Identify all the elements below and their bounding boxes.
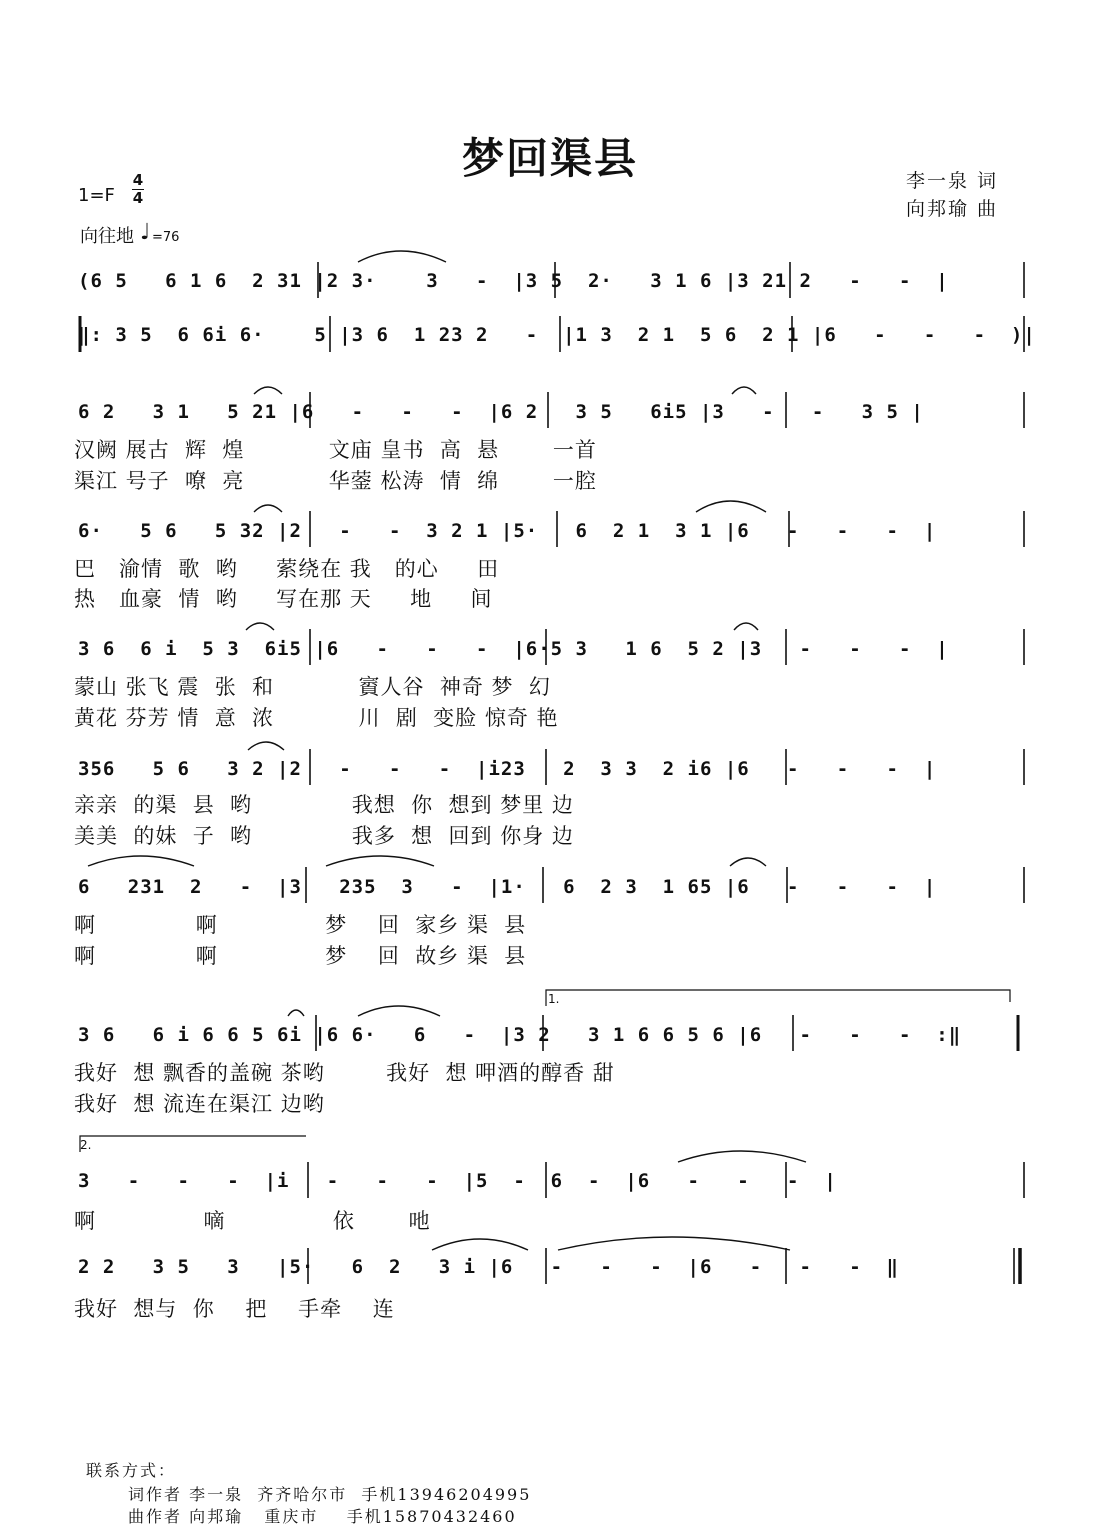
notation-line-6: 356 5 6 3 2 |2 - - - |i23 2 3 3 2 i6 |6 - - - | [78,758,937,780]
key-signature: 1=F [78,185,115,206]
lyric-line-8a: 我好 想 飘香的盖碗 茶哟 我好 想 呷酒的醇香 甜 [74,1061,615,1085]
lyric-line-7b: 啊 啊 梦 回 故乡 渠 县 [74,944,527,968]
time-signature-top: 4 [132,171,144,189]
lyric-line-5b: 黄花 芬芳 情 意 浓 川 剧 变脸 惊奇 艳 [74,706,559,730]
lyric-line-10a: 我好 想与 你 把 手牵 连 [74,1297,395,1321]
bar-lines [80,262,1024,1284]
volta-brackets [80,990,1010,1152]
slurs [88,251,806,1250]
lyric-line-5a: 蒙山 张飞 震 张 和 賨人谷 神奇 梦 幻 [74,675,551,699]
page-title: 梦回渠县 [461,134,638,183]
notation-line-2: ‖: 3 5 6 6i 6· 5 |3 6 1 23 2 - |1 3 2 1 5 6 2 1 |6 - - - )| [78,324,1036,346]
lyric-line-3b: 渠江 号子 嘹 亮 华蓥 松涛 情 绵 一腔 [74,469,597,493]
lyric-line-9a: 啊 嘀 依 吔 [74,1209,431,1233]
lyric-line-6b: 美美 的妹 子 哟 我多 想 回到 你身 边 [74,824,574,848]
contact-line-composer: 曲作者 向邦瑜 重庆市 手机15870432460 [128,1507,517,1526]
volta-second-label: 2. [80,1138,92,1152]
lyric-line-6a: 亲亲 的渠 县 哟 我想 你 想到 梦里 边 [74,793,574,817]
quarter-note-icon: ♩ [140,220,151,245]
lyricist-credit: 李一泉 词 [906,170,999,192]
notation-line-4: 6· 5 6 5 32 |2 - - 3 2 1 |5· 6 2 1 3 1 |6 - - - | [78,520,937,542]
expression-mark: 向往地 [80,226,134,247]
lyric-line-3a: 汉阙 展古 辉 煌 文庙 皇书 高 悬 一首 [74,438,597,462]
notation-line-3: 6 2 3 1 5 21 |6 - - - |6 2 3 5 6i5 |3 - - 3 5 | [78,401,924,423]
notation-line-7: 6 231 2 - |3 235 3 - |1· 6 2 3 1 65 |6 - - - | [78,876,937,898]
contact-line-lyricist: 词作者 李一泉 齐齐哈尔市 手机13946204995 [128,1485,532,1504]
notation-line-8: 3 6 6 i 6 6 5 6i |6 6· 6 - |3 2 3 1 6 6 5 6 |6 - - - :‖ [78,1024,962,1046]
volta-first-label: 1. [548,992,560,1006]
lyric-line-4a: 巴 渝情 歌 哟 萦绕在 我 的心 田 [74,557,500,581]
lyric-line-4b: 热 血豪 情 哟 写在那 天 地 间 [74,587,493,611]
notation-line-1: (6 5 6 1 6 2 31 |2 3· 3 - |3 5 2· 3 1 6 |3 21 2 - - | [78,270,949,292]
notation-line-5: 3 6 6 i 5 3 6i5 |6 - - - |6·5 3 1 6 5 2 |3 - - - | [78,638,949,660]
contact-heading: 联系方式： [86,1461,177,1480]
notation-line-9: 3 - - - |i - - - |5 - 6 - |6 - - - | [78,1170,837,1192]
notation-line-10: 2 2 3 5 3 |5· 6 2 3 i |6 - - - |6 - - - ‖ [78,1256,899,1278]
time-signature-bottom: 4 [132,189,144,207]
tempo-value: =76 [152,230,180,245]
lyric-line-8b: 我好 想 流连在渠江 边哟 [74,1092,325,1116]
composer-credit: 向邦瑜 曲 [906,198,999,220]
lyric-line-7a: 啊 啊 梦 回 家乡 渠 县 [74,913,527,937]
